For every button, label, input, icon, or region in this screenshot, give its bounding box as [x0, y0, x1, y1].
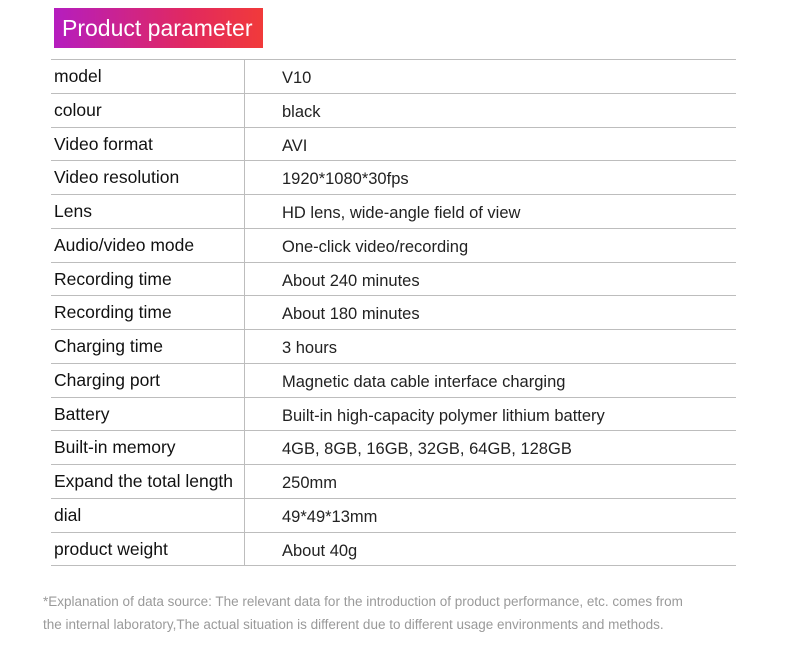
spec-row-video-format: [51, 128, 736, 162]
spec-value: black: [282, 102, 321, 121]
spec-label: Lens: [51, 195, 245, 228]
spec-value: Built-in high-capacity polymer lithium battery: [282, 406, 605, 425]
spec-value: AVI: [282, 136, 308, 155]
footnote-line: the internal laboratory,The actual situation is different due to different usage environments and methods.: [43, 617, 664, 632]
spec-label: Built-in memory: [51, 431, 245, 464]
spec-label: colour: [51, 94, 245, 127]
spec-row-recording-time: [51, 296, 736, 330]
spec-row-audio-video-mode: [51, 229, 736, 263]
spec-row-lens: [51, 195, 736, 229]
spec-label: Charging time: [51, 330, 245, 363]
footnote-line: *Explanation of data source: The relevant data for the introduction of product performance, etc. comes from: [43, 594, 683, 609]
spec-value: One-click video/recording: [282, 237, 469, 256]
spec-label: dial: [51, 499, 245, 532]
spec-value: HD lens, wide-angle field of view: [282, 204, 521, 222]
spec-row-colour: [51, 94, 736, 128]
spec-value: Magnetic data cable interface charging: [282, 372, 566, 391]
spec-value: 1920*1080*30fps: [282, 170, 409, 189]
spec-row-video-resolution: [51, 161, 736, 195]
spec-row-battery: [51, 398, 736, 432]
spec-label: product weight: [51, 533, 245, 566]
spec-row-total-length: [51, 465, 736, 499]
spec-value: 4GB, 8GB, 16GB, 32GB, 64GB, 128GB: [282, 440, 572, 459]
spec-value: 3 hours: [282, 339, 338, 357]
spec-label: Expand the total length: [51, 465, 245, 498]
spec-label: Charging port: [51, 364, 245, 397]
data-source-footnote: [43, 590, 763, 636]
spec-label: Recording time: [51, 296, 245, 329]
spec-row-recording-time: [51, 263, 736, 297]
spec-label: Video format: [51, 128, 245, 161]
spec-value: About 180 minutes: [282, 305, 420, 324]
spec-label: Video resolution: [51, 161, 245, 194]
spec-table: [51, 59, 736, 566]
spec-row-charging-port: [51, 364, 736, 398]
spec-label: Audio/video mode: [51, 229, 245, 262]
spec-value: 49*49*13mm: [282, 507, 378, 526]
spec-value: 250mm: [282, 474, 338, 492]
spec-row-model: [51, 60, 736, 94]
spec-row-built-in-memory: [51, 431, 736, 465]
section-title: Product parameter: [54, 8, 263, 48]
spec-label: Recording time: [51, 263, 245, 296]
spec-row-product-weight: [51, 533, 736, 567]
spec-value: V10: [282, 69, 312, 87]
spec-row-dial: [51, 499, 736, 533]
spec-label: Battery: [51, 398, 245, 431]
spec-label: model: [51, 60, 245, 93]
spec-row-charging-time: [51, 330, 736, 364]
spec-value: About 240 minutes: [282, 271, 420, 290]
spec-value: About 40g: [282, 541, 358, 560]
